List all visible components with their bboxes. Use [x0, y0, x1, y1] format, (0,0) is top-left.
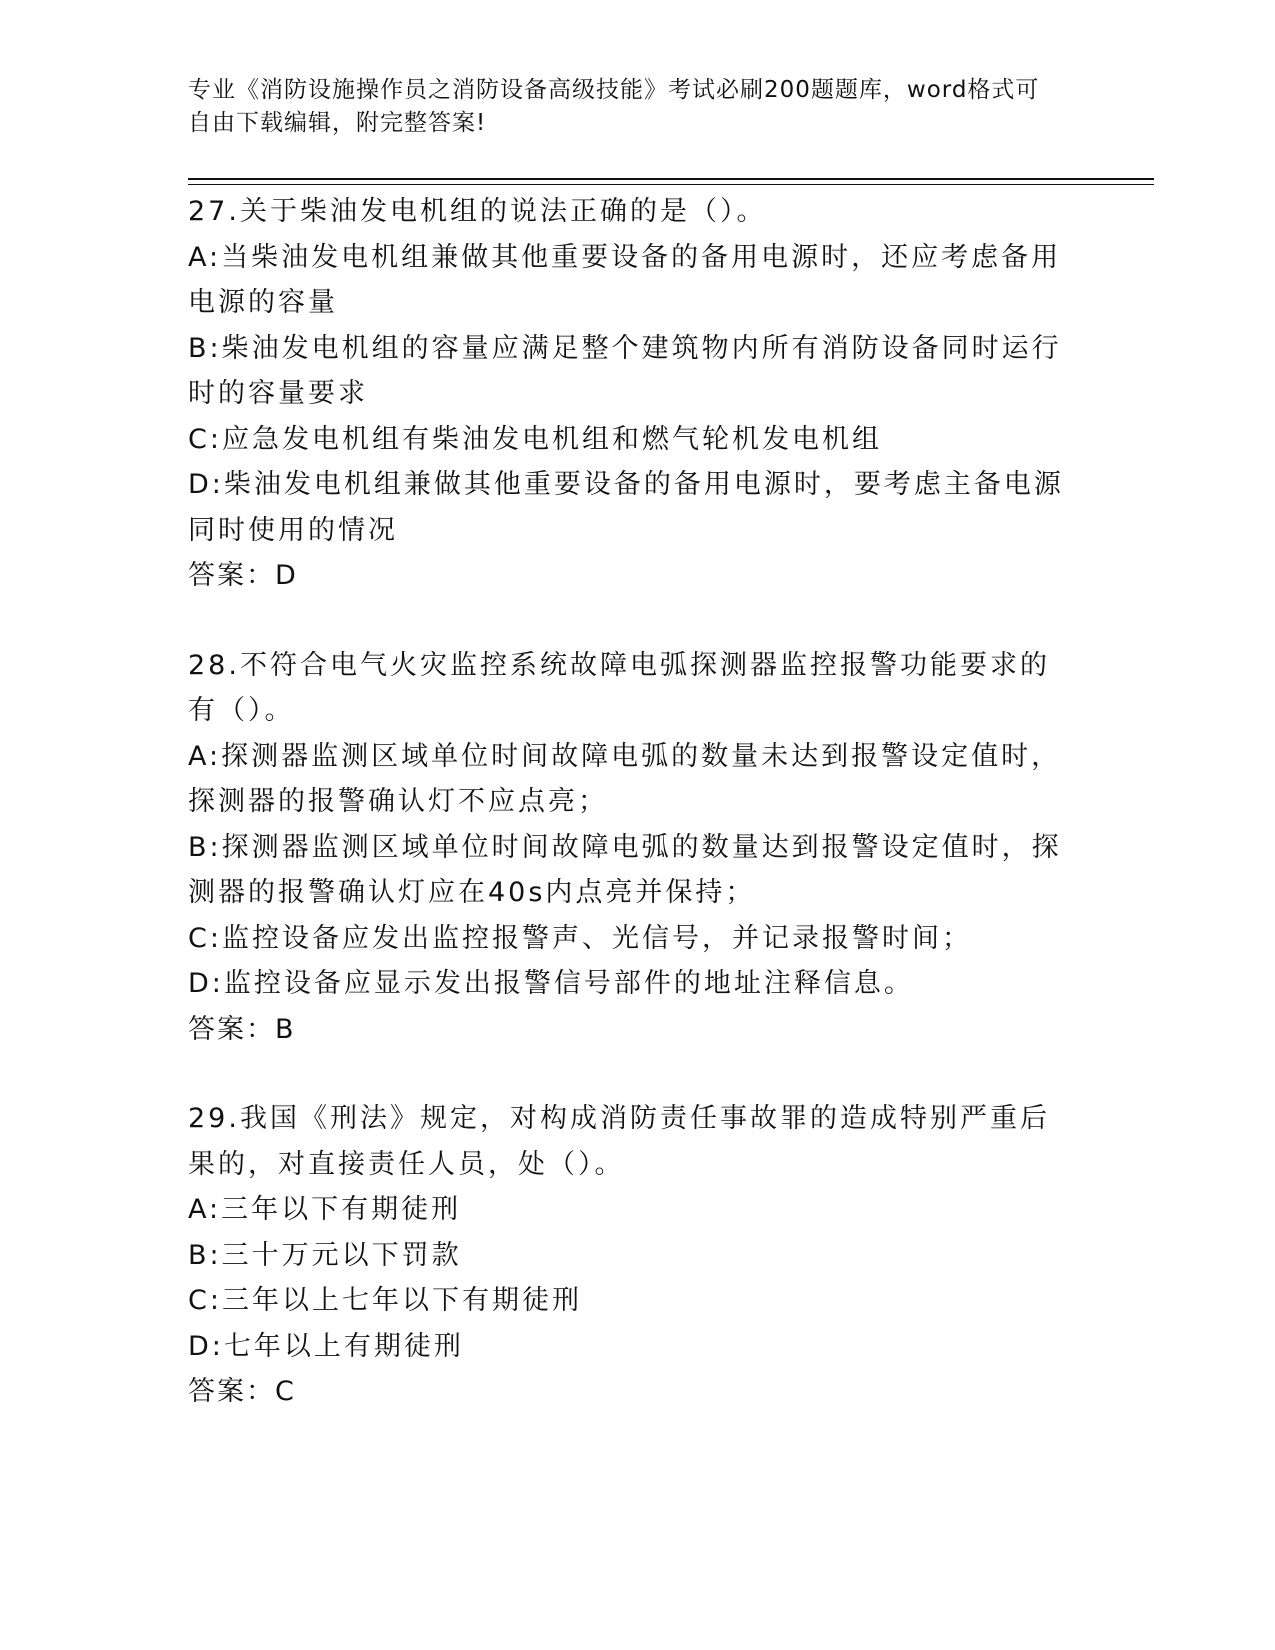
option-c: C:应急发电机组有柴油发电机组和燃气轮机发电机组 — [188, 423, 882, 455]
answer-line: 答案：C — [188, 1376, 296, 1407]
header-divider-thin — [188, 184, 1154, 185]
option-a: A:当柴油发电机组兼做其他重要设备的备用电源时，还应考虑备用电源的容量 — [188, 241, 1062, 318]
question-27 — [188, 189, 1068, 599]
question-29 — [188, 1096, 1068, 1415]
option-d: D:七年以上有期徒刑 — [188, 1330, 464, 1362]
option-c: C:监控设备应发出监控报警声、光信号，并记录报警时间； — [188, 922, 972, 954]
option-a: A:探测器监测区域单位时间故障电弧的数量未达到报警设定值时，探测器的报警确认灯不应点亮； — [188, 740, 1062, 817]
option-d: D:柴油发电机组兼做其他重要设备的备用电源时，要考虑主备电源同时使用的情况 — [188, 469, 1064, 546]
option-b: B:探测器监测区域单位时间故障电弧的数量达到报警设定值时，探测器的报警确认灯应在40s内点亮并保持； — [188, 831, 1062, 908]
answer-line: 答案：D — [188, 560, 298, 591]
question-stem: 27.关于柴油发电机组的说法正确的是（）。 — [188, 196, 767, 227]
option-a: A:三年以下有期徒刑 — [188, 1194, 462, 1225]
question-stem: 29.我国《刑法》规定，对构成消防责任事故罪的造成特别严重后果的，对直接责任人员，处（）。 — [188, 1103, 1050, 1180]
header-line-2: 自由下载编辑，附完整答案! — [188, 110, 487, 136]
answer-line: 答案：B — [188, 1013, 296, 1045]
question-stem: 28.不符合电气火灾监控系统故障电弧探测器监控报警功能要求的有（）。 — [188, 649, 1050, 726]
option-b: B:柴油发电机组的容量应满足整个建筑物内所有消防设备同时运行时的容量要求 — [188, 332, 1062, 409]
header-divider-thick — [188, 178, 1154, 180]
option-b: B:三十万元以下罚款 — [188, 1239, 462, 1271]
document-header — [188, 74, 1068, 140]
option-c: C:三年以上七年以下有期徒刑 — [188, 1285, 582, 1316]
question-list — [188, 189, 1068, 1415]
option-d: D:监控设备应显示发出报警信号部件的地址注释信息。 — [188, 968, 914, 999]
header-line-1: 专业《消防设施操作员之消防设备高级技能》考试必刷200题题库，word格式可 — [188, 77, 1040, 103]
question-28 — [188, 643, 1068, 1053]
